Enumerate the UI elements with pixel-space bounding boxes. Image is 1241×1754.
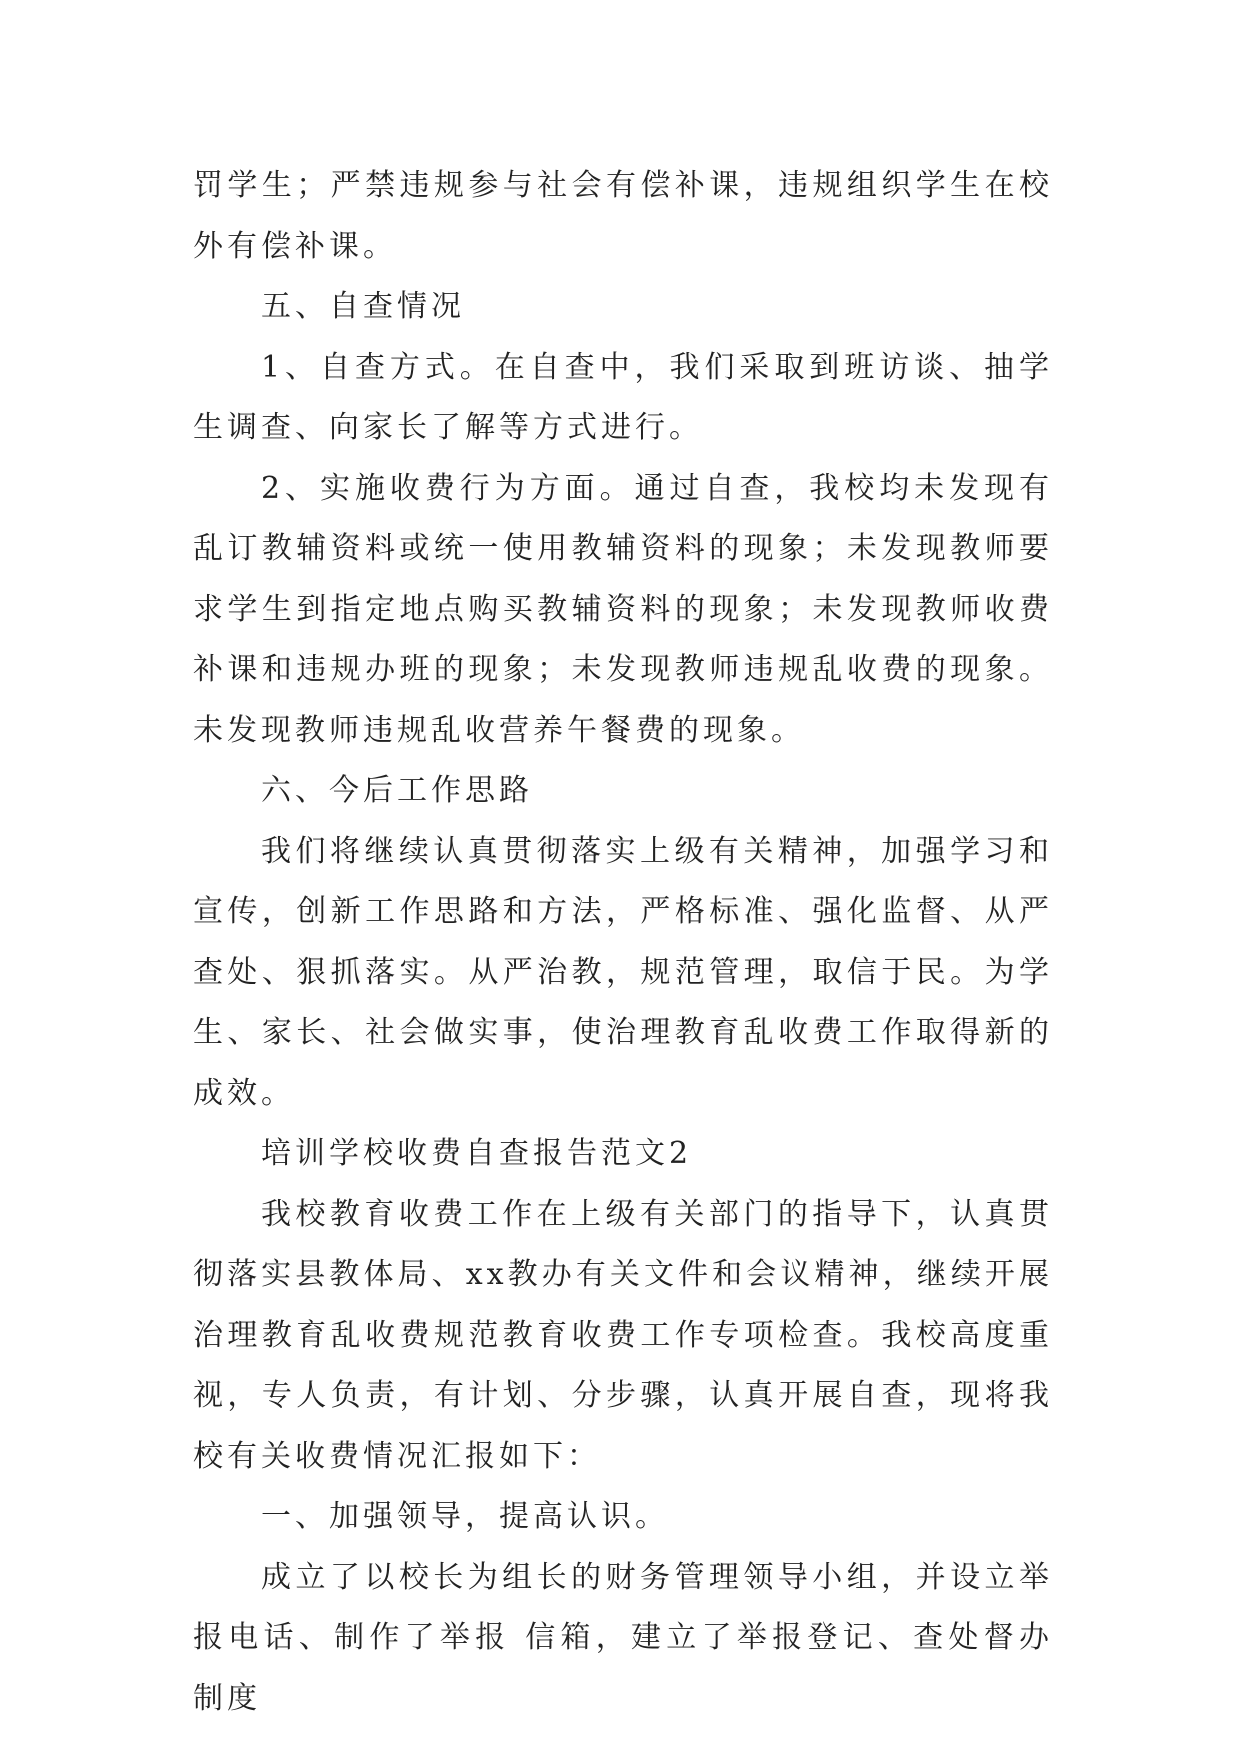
section-heading-self-check: 五、自查情况 (261, 289, 465, 324)
paragraph-intro-sample-2: 我校教育收费工作在上级有关部门的指导下，认真贯彻落实县教体局、xx教办有关文件和会议精神，继续开展治理教育乱收费规范教育收费工作专项检查。我校高度重视，专人负责，有计划、分步骤，认真开展自查，现将我校有关收费情况汇报如下： (193, 1196, 1053, 1474)
paragraph-future-work: 我们将继续认真贯彻落实上级有关精神，加强学习和宣传，创新工作思路和方法，严格标准、强化监督、从严查处、狠抓落实。从严治教，规范管理，取信于民。为学生、家长、社会做实事，使治理教育乱收费工作取得新的成效。 (193, 833, 1053, 1111)
document-title-sample-2: 培训学校收费自查报告范文2 (261, 1136, 693, 1171)
paragraph-fee-behavior: 2、实施收费行为方面。通过自查，我校均未发现有乱订教辅资料或统一使用教辅资料的现象；未发现教师要求学生到指定地点购买教辅资料的现象；未发现教师收费补课和违规办班的现象；未发现教师违规乱收费的现象。未发现教师违规乱收营养午餐费的现象。 (193, 470, 1053, 748)
section-heading-leadership: 一、加强领导，提高认识。 (261, 1499, 669, 1534)
paragraph-continuation: 罚学生；严禁违规参与社会有偿补课，违规组织学生在校外有偿补课。 (193, 168, 1053, 264)
paragraph-leadership: 成立了以校长为组长的财务管理领导小组，并设立举报电话、制作了举报 信箱，建立了举报登记、查处督办制度 (193, 1559, 1053, 1716)
paragraph-self-check-method: 1、自查方式。在自查中，我们采取到班访谈、抽学生调查、向家长了解等方式进行。 (193, 349, 1053, 445)
document-body (193, 156, 1053, 1729)
section-heading-future-work: 六、今后工作思路 (261, 773, 533, 808)
